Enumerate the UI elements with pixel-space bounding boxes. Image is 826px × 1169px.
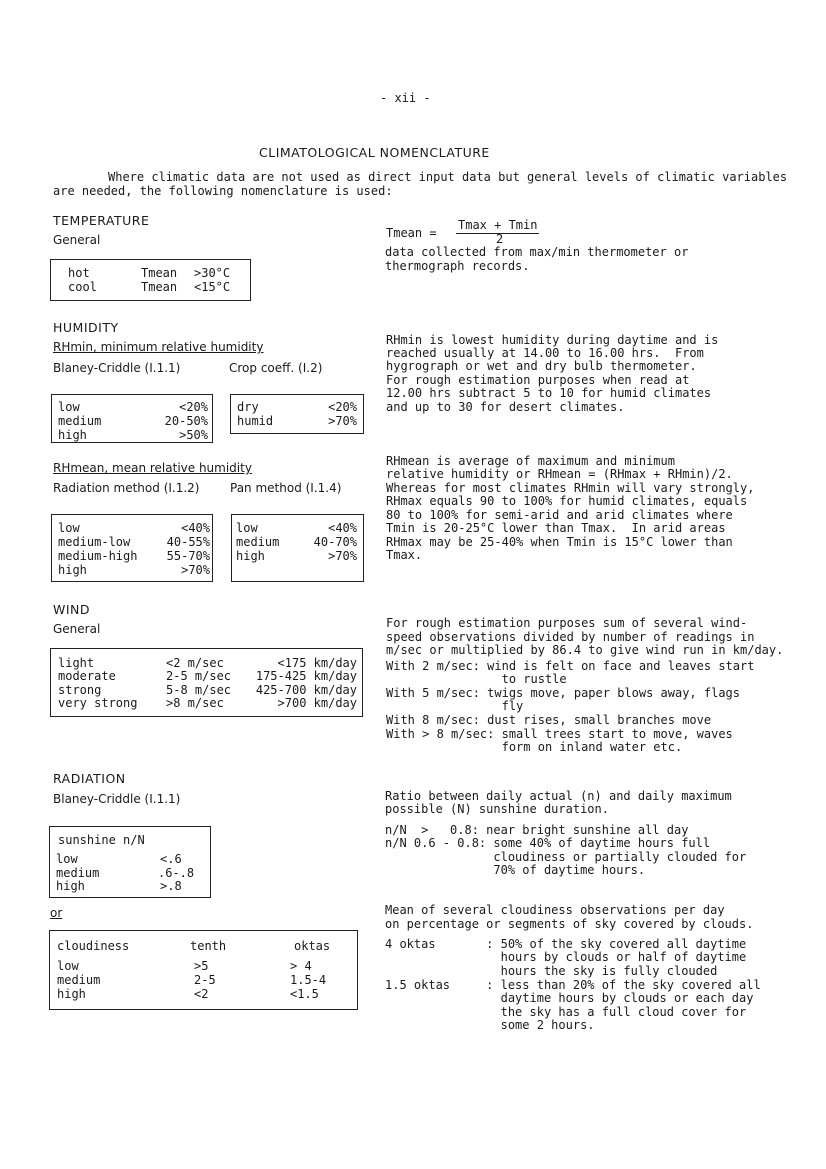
row-value: >.8 [160, 879, 182, 893]
row-m-sec: 5-8 m/sec [166, 683, 232, 697]
row-tenth: >5 [194, 959, 209, 973]
wind-box [50, 648, 363, 717]
row-km-day: 425-700 km/day [255, 683, 357, 697]
table-row [52, 535, 212, 549]
note-line: 1.5 oktas : less than 20% of the sky covered all [385, 978, 761, 992]
note-line: daytime hours by clouds or each day [385, 991, 754, 1005]
table-row [52, 400, 212, 414]
row-value: 55-70% [166, 549, 210, 563]
note-line: and up to 30 for desert climates. [386, 400, 625, 414]
note-line: reached usually at 14.00 to 16.00 hrs. From [386, 346, 704, 360]
intro-line-2: are needed, the following nomenclature is used: [53, 184, 393, 198]
note-line: With 5 m/sec: twigs move, paper blows away, flags [386, 686, 741, 700]
row-oktas: <1.5 [290, 987, 319, 1001]
row-value: >50% [179, 428, 208, 442]
row-variable: Tmean [141, 266, 178, 280]
note-line: hours by clouds or half of daytime [385, 950, 747, 964]
temperature-box [50, 259, 251, 301]
note-line: on percentage or segments of sky covered by clouds. [385, 917, 754, 931]
row-m-sec: >8 m/sec [166, 696, 224, 710]
rhmin-blaney-box [51, 394, 213, 443]
rhmin-crop-box [230, 394, 364, 434]
row-value: .6-.8 [158, 866, 195, 880]
table-row [52, 563, 212, 577]
note-line: RHmax may be 25-40% when Tmin is 15°C lower than [386, 535, 733, 549]
table-row [50, 866, 210, 880]
note-line: some 2 hours. [385, 1018, 595, 1032]
row-label: dry [237, 400, 259, 414]
note-line: 70% of daytime hours. [385, 863, 646, 877]
row-value: 40-70% [313, 535, 357, 549]
note-line: RHmin is lowest humidity during daytime and is [386, 333, 719, 347]
row-label: medium [57, 973, 101, 987]
note-line: For rough estimation purposes when read at [386, 373, 690, 387]
row-label: medium [56, 866, 100, 880]
row-value: <.6 [160, 852, 182, 866]
row-m-sec: 2-5 m/sec [166, 669, 232, 683]
cloudiness-header-row [50, 939, 357, 953]
note-line: 4 oktas : 50% of the sky covered all daytime [385, 937, 747, 951]
row-label: hot [68, 266, 90, 280]
note-line: relative humidity or RHmean = (RHmax + RHmin)/2. [386, 467, 733, 481]
note-line: n/N > 0.8: near bright sunshine all day [385, 823, 689, 837]
cloudiness-box [49, 930, 358, 1010]
column-header: oktas [294, 939, 331, 953]
note-line: With 2 m/sec: wind is felt on face and leaves start [386, 659, 755, 673]
note-line: cloudiness or partially clouded for [385, 850, 747, 864]
note-line: hours the sky is fully clouded [385, 964, 718, 978]
table-row [232, 549, 363, 563]
column-header: cloudiness [57, 939, 130, 953]
note-line: With 8 m/sec: dust rises, small branches move [386, 713, 712, 727]
temperature-row-hot [51, 266, 250, 280]
tmean-formula-numerator: Tmax + Tmin [458, 218, 538, 232]
row-label: high [236, 549, 265, 563]
rhmean-radiation-box [51, 514, 213, 582]
note-line: m/sec or multiplied by 86.4 to give wind run in km/day. [386, 643, 784, 657]
row-oktas: 1.5-4 [290, 973, 327, 987]
note-line: Whereas for most climates RHmin will vary strongly, [386, 481, 755, 495]
humidity-heading: HUMIDITY [53, 320, 119, 335]
radiation-subheading: Blaney-Criddle (I.1.1) [53, 792, 181, 806]
table-row [232, 521, 363, 535]
temperature-note-2: thermograph records. [385, 259, 530, 273]
row-value: <40% [328, 521, 357, 535]
radiation-heading: RADIATION [53, 771, 126, 786]
page-title: CLIMATOLOGICAL NOMENCLATURE [259, 145, 490, 160]
row-label: low [236, 521, 258, 535]
note-line: Ratio between daily actual (n) and daily maximum [385, 789, 732, 803]
table-row [50, 987, 357, 1001]
row-km-day: >700 km/day [277, 696, 357, 710]
row-label: cool [68, 280, 97, 294]
row-label: high [57, 987, 86, 1001]
rhmean-pan-box [231, 514, 364, 582]
row-label: high [58, 563, 87, 577]
rhmean-method-radiation: Radiation method (I.1.2) [53, 481, 200, 495]
note-line: Tmin is 20-25°C lower than Tmax. In arid areas [386, 521, 726, 535]
rhmean-method-pan: Pan method (I.1.4) [230, 481, 342, 495]
table-row [52, 521, 212, 535]
row-label: humid [237, 414, 274, 428]
note-line: to rustle [386, 672, 567, 686]
row-tenth: <2 [194, 987, 209, 1001]
note-line: speed observations divided by number of readings in [386, 630, 755, 644]
row-m-sec: <2 m/sec [166, 656, 224, 670]
row-value: <20% [328, 400, 357, 414]
note-line: hygrograph or wet and dry bulb thermometer. [386, 359, 697, 373]
table-row [52, 428, 212, 442]
table-row [232, 535, 363, 549]
row-label: light [58, 656, 95, 670]
row-label: high [56, 879, 85, 893]
table-row [51, 669, 362, 683]
intro-line-1: Where climatic data are not used as direct input data but general levels of climatic variables [108, 170, 788, 184]
row-variable: Tmean [141, 280, 178, 294]
note-line: Mean of several cloudiness observations per day [385, 903, 725, 917]
row-value: >70% [181, 563, 210, 577]
row-label: medium-high [58, 549, 138, 563]
row-value: <15°C [194, 280, 231, 294]
row-value: >70% [328, 549, 357, 563]
note-line: With > 8 m/sec: small trees start to move, waves [386, 727, 733, 741]
tmean-formula-denominator: 2 [496, 232, 504, 246]
row-value: 20-50% [164, 414, 208, 428]
table-row [52, 549, 212, 563]
note-line: For rough estimation purposes sum of several wind- [386, 616, 748, 630]
page-number: - xii - [380, 91, 431, 105]
table-row [50, 852, 210, 866]
temperature-heading: TEMPERATURE [53, 213, 150, 228]
tmean-formula-lhs: Tmean = [386, 226, 437, 240]
row-label: very strong [58, 696, 138, 710]
row-tenth: 2-5 [194, 973, 216, 987]
row-label: medium [58, 414, 102, 428]
note-line: possible (N) sunshine duration. [385, 802, 609, 816]
or-label: or [50, 906, 63, 920]
rhmean-title: RHmean, mean relative humidity [53, 461, 252, 475]
column-header: sunshine n/N [58, 833, 145, 847]
row-label: moderate [58, 669, 116, 683]
row-label: high [58, 428, 87, 442]
row-label: low [58, 400, 80, 414]
note-line: n/N 0.6 - 0.8: some 40% of daytime hours full [385, 836, 711, 850]
table-row [50, 879, 210, 893]
table-row [231, 400, 363, 414]
table-row [51, 683, 362, 697]
row-value: >70% [328, 414, 357, 428]
row-label: medium-low [58, 535, 131, 549]
row-km-day: 175-425 km/day [255, 669, 357, 683]
row-label: low [58, 521, 80, 535]
row-km-day: <175 km/day [277, 656, 357, 670]
rhmin-method-blaney: Blaney-Criddle (I.1.1) [53, 361, 181, 375]
row-label: medium [236, 535, 280, 549]
row-value: >30°C [194, 266, 231, 280]
table-row [50, 973, 357, 987]
row-label: low [57, 959, 79, 973]
table-row [51, 656, 362, 670]
note-line: RHmax equals 90 to 100% for humid climates, equals [386, 494, 748, 508]
note-line: form on inland water etc. [386, 740, 683, 754]
row-value: <20% [179, 400, 208, 414]
rhmin-title: RHmin, minimum relative humidity [53, 340, 264, 354]
note-line: 12.00 hrs subtract 5 to 10 for humid climates [386, 386, 712, 400]
row-label: strong [58, 683, 102, 697]
sunshine-header [50, 833, 210, 847]
table-row [50, 959, 357, 973]
note-line: fly [386, 699, 524, 713]
note-line: Tmax. [386, 548, 423, 562]
note-line: the sky has a full cloud cover for [385, 1005, 747, 1019]
table-row [52, 414, 212, 428]
sunshine-box [49, 826, 211, 898]
row-label: low [56, 852, 78, 866]
wind-heading: WIND [53, 602, 91, 617]
table-row [51, 696, 362, 710]
temperature-note-1: data collected from max/min thermometer or [385, 245, 689, 259]
row-value: 40-55% [166, 535, 210, 549]
rhmin-method-crop: Crop coeff. (I.2) [229, 361, 323, 375]
note-line: 80 to 100% for semi-arid and arid climates where [386, 508, 733, 522]
temperature-subheading: General [53, 233, 101, 247]
table-row [231, 414, 363, 428]
row-oktas: > 4 [290, 959, 312, 973]
column-header: tenth [190, 939, 227, 953]
temperature-row-cool [51, 280, 250, 294]
row-value: <40% [181, 521, 210, 535]
wind-subheading: General [53, 622, 101, 636]
note-line: RHmean is average of maximum and minimum [386, 454, 675, 468]
